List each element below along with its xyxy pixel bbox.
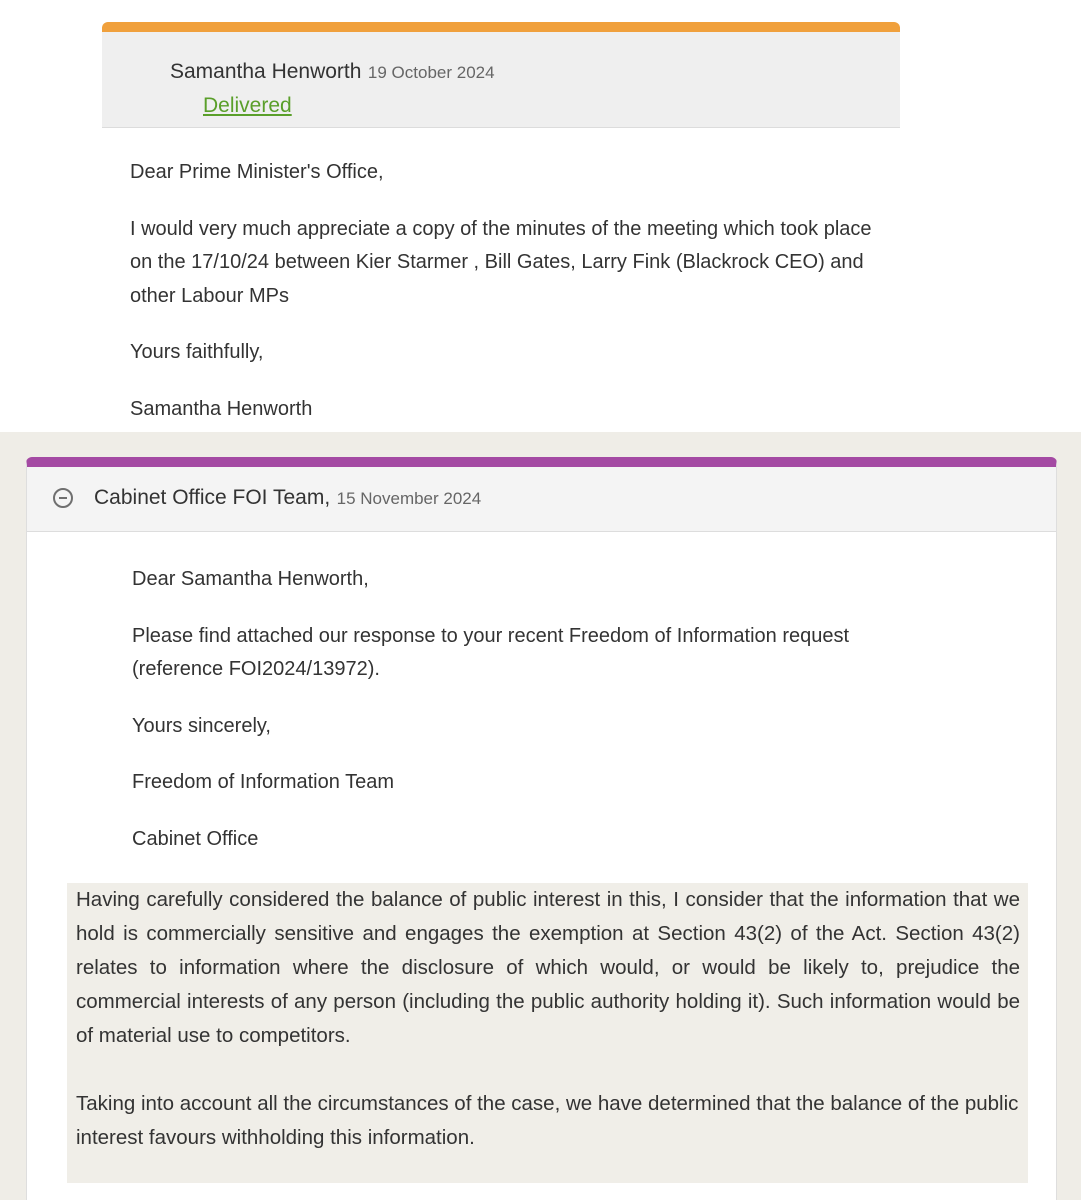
- incoming-signoff: Yours sincerely,: [132, 714, 271, 737]
- incoming-greeting: Dear Samantha Henworth,: [132, 568, 369, 590]
- incoming-message-body: [132, 563, 852, 879]
- incoming-message-header: [27, 467, 1056, 532]
- incoming-message-meta: [94, 486, 481, 510]
- incoming-team-name: Freedom of Information Team: [132, 771, 394, 793]
- incoming-message-text: Please find attached our response to your recent Freedom of Information request (reference FOI2024/13972).: [132, 624, 850, 680]
- collapse-minus-icon[interactable]: [53, 488, 73, 508]
- incoming-message-section: [0, 432, 1081, 1200]
- outgoing-sent-date: 19 October 2024: [367, 63, 495, 82]
- outgoing-message-header: [102, 22, 900, 128]
- outgoing-message-meta: [170, 60, 495, 84]
- delivered-status-link[interactable]: Delivered: [203, 94, 292, 117]
- outgoing-message-body: [130, 156, 890, 449]
- incoming-sent-date: 15 November 2024: [336, 489, 482, 508]
- quoted-response-excerpt: [67, 883, 1028, 1183]
- quoted-paragraph: Having carefully considered the balance of public interest in this, I consider that the information that we hold is commercially sensitive and engages the exemption at Section 43(2) of the Act. Section 43(2) relates to information where the disclosure of which would, or would be likely to, prejudice the commercial interests of any person (including the public authority holding it). Such information would be of material use to competitors.: [76, 888, 1020, 1047]
- quoted-paragraph: Taking into account all the circumstances of the case, we have determined that the balance of the public interest favours withholding this information.: [76, 1092, 1019, 1149]
- outgoing-request-text: I would very much appreciate a copy of the minutes of the meeting which took place on the 17/10/24 between Kier Starmer , Bill Gates, Larry Fink (Blackrock CEO) and other Labour MPs: [130, 217, 872, 307]
- incoming-sender-name: Cabinet Office FOI Team,: [94, 486, 331, 509]
- incoming-organisation: Cabinet Office: [132, 827, 259, 850]
- outgoing-message-section: [0, 0, 1081, 432]
- outgoing-sender-name: Samantha Henworth: [170, 60, 362, 83]
- outgoing-signoff: Yours faithfully,: [130, 341, 264, 363]
- outgoing-signature: Samantha Henworth: [130, 397, 313, 420]
- outgoing-greeting: Dear Prime Minister's Office,: [130, 161, 384, 183]
- incoming-message-card: [26, 457, 1057, 1200]
